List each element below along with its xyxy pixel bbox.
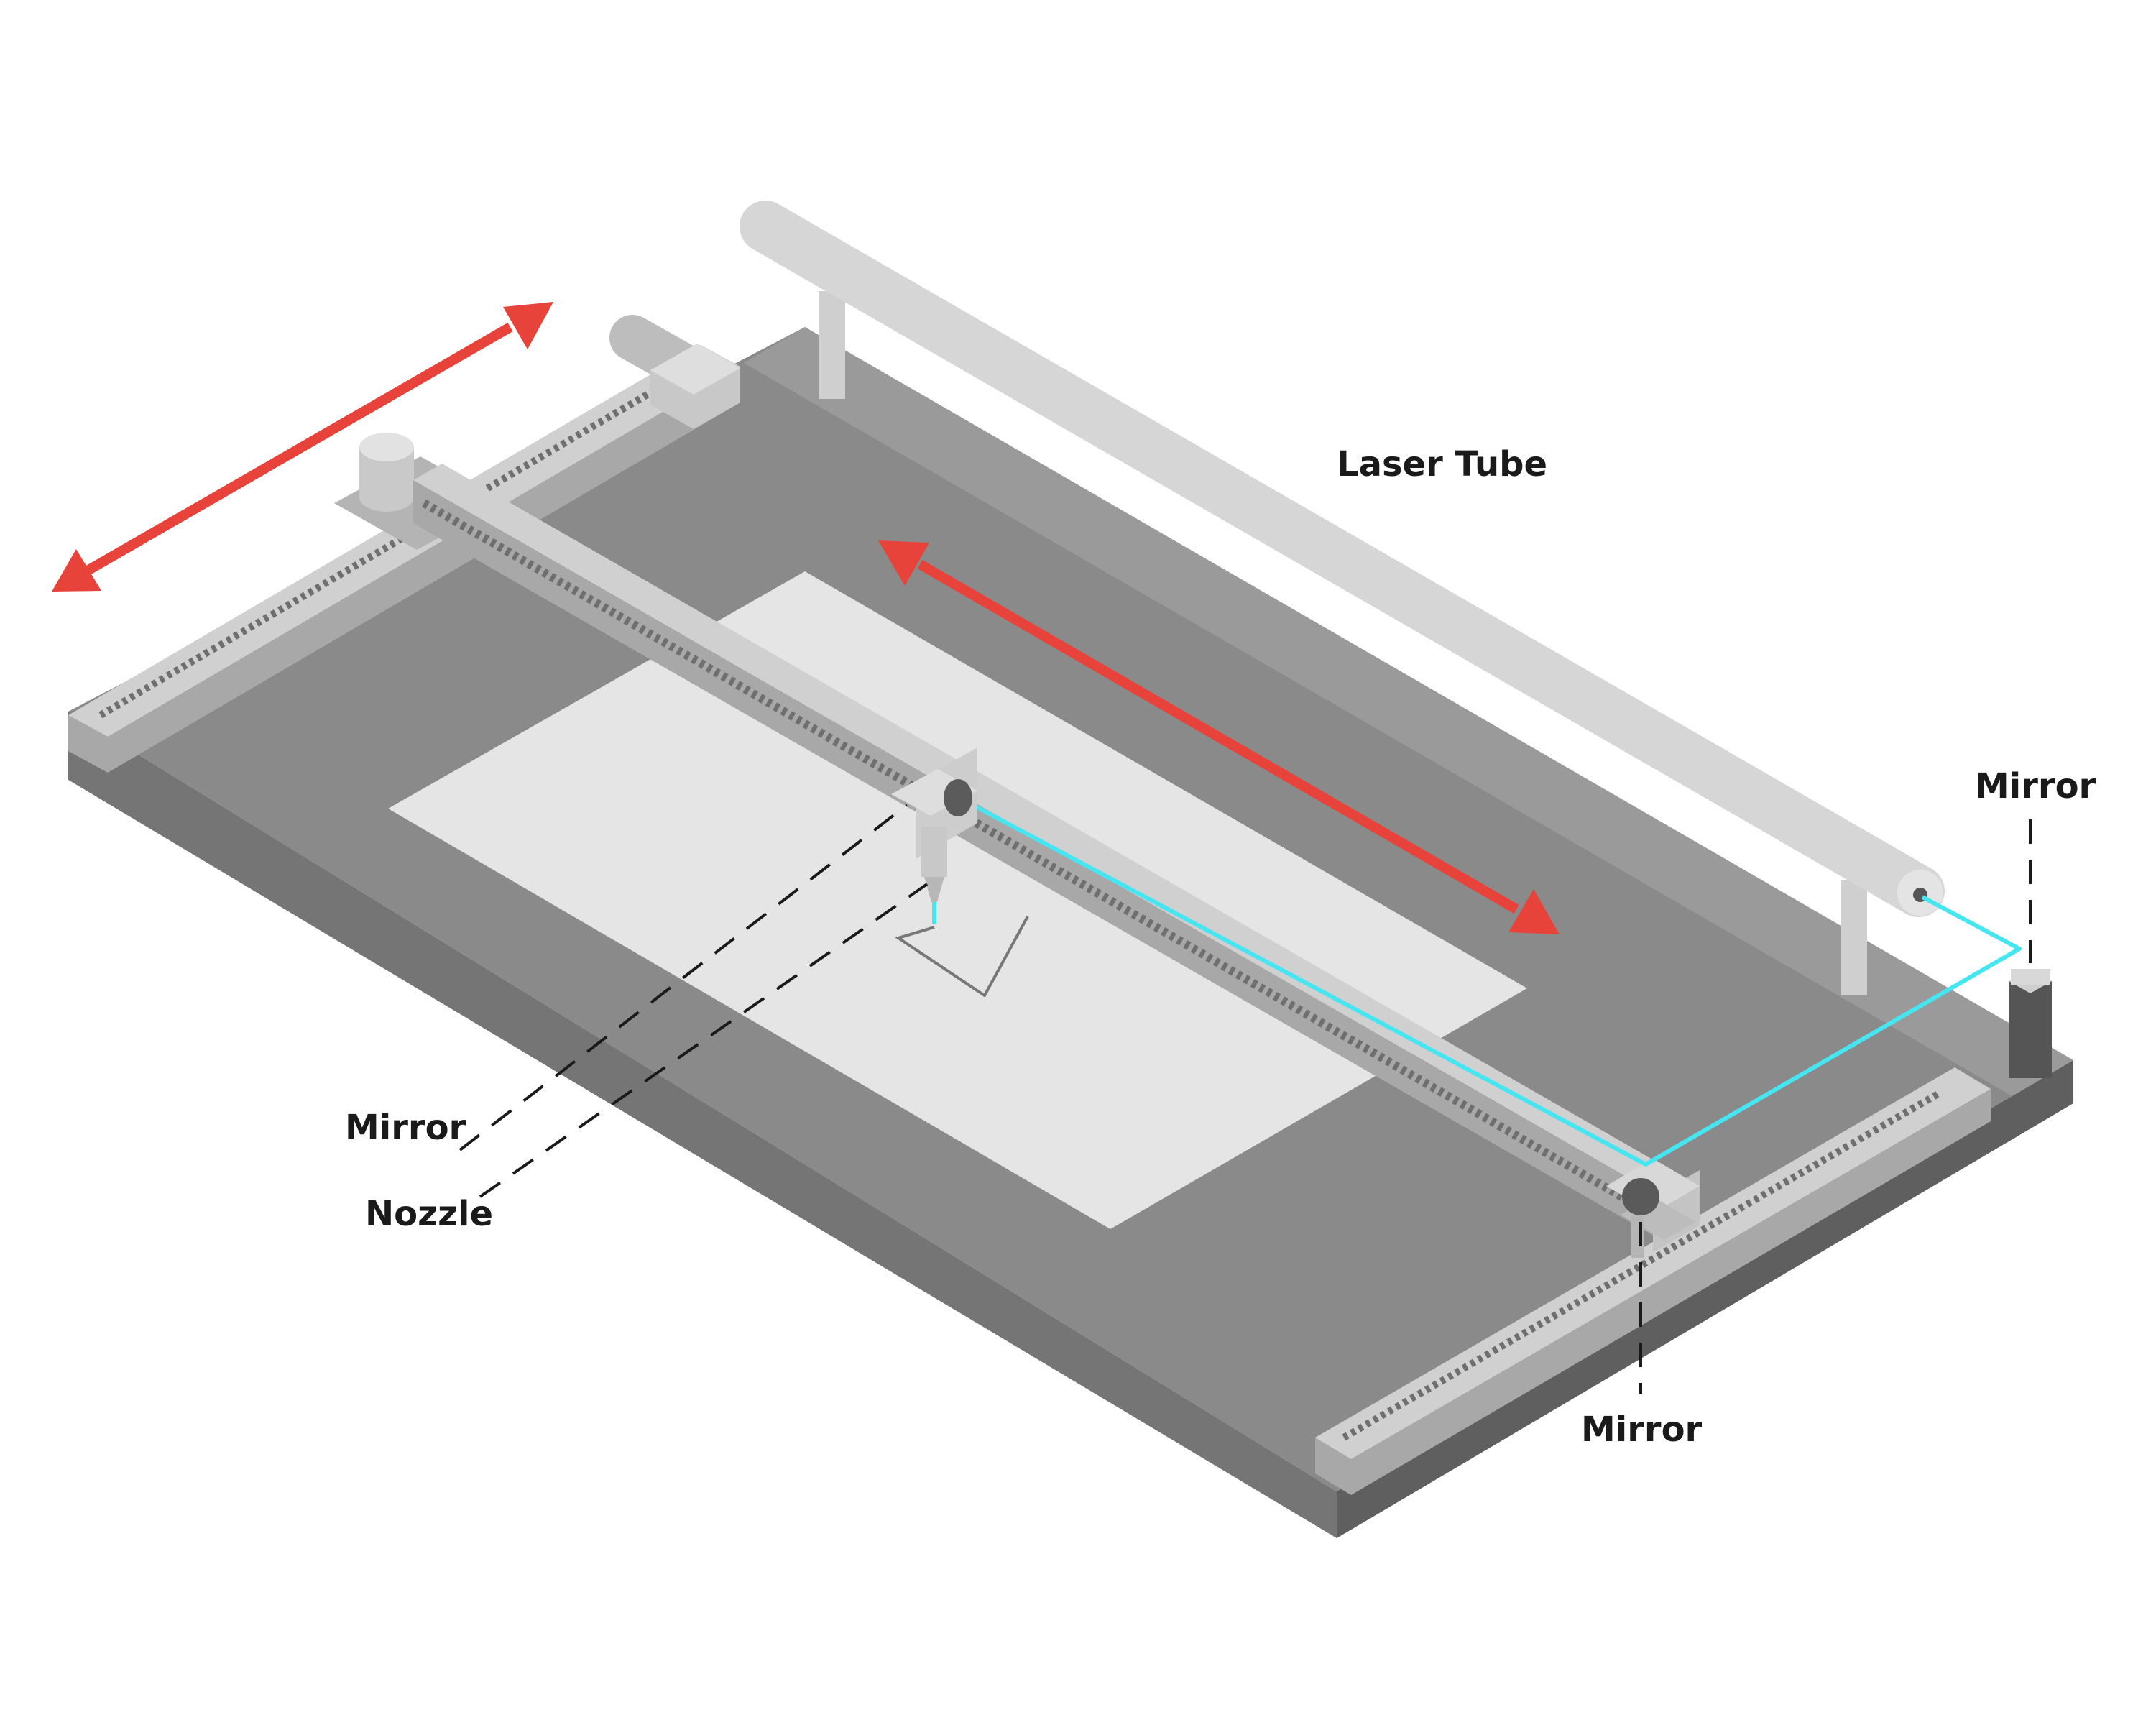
- label-nozzle: Nozzle: [365, 1194, 494, 1234]
- tube-stand-back: [819, 291, 845, 399]
- tube-stand-front: [1841, 880, 1867, 995]
- head-mirror: [944, 779, 972, 816]
- mirror-mount-right: [2009, 969, 2052, 1078]
- x-motor-cap: [359, 433, 414, 461]
- y-arrow-head-top: [503, 302, 553, 349]
- right-mirror-block: [2009, 981, 2052, 1078]
- label-mirror-left: Mirror: [345, 1108, 466, 1148]
- label-laser-tube: Laser Tube: [1337, 444, 1548, 484]
- bottom-mirror: [1622, 1178, 1659, 1215]
- label-mirror-top-right: Mirror: [1975, 766, 2096, 806]
- nozzle-body: [921, 827, 947, 877]
- label-mirror-bottom: Mirror: [1581, 1409, 1703, 1450]
